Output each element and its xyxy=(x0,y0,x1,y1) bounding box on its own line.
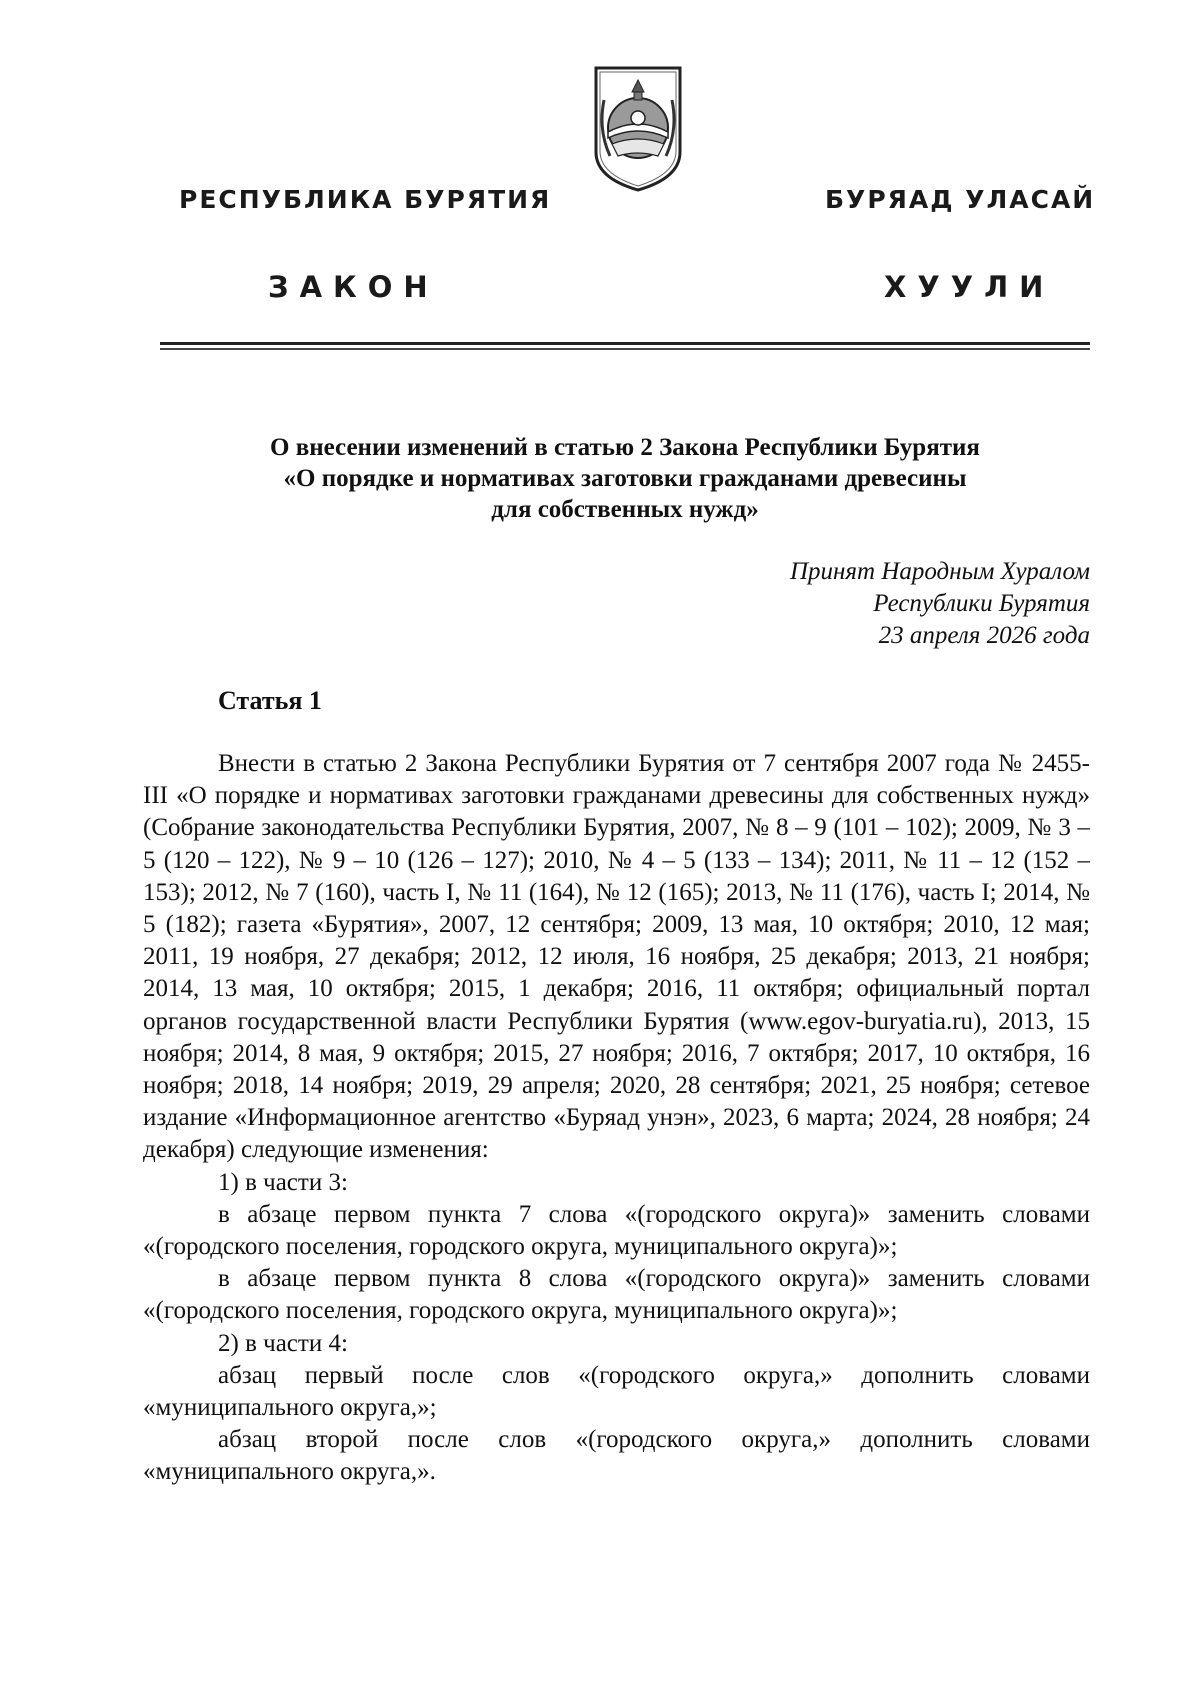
adoption-note xyxy=(620,556,1090,652)
article-body xyxy=(143,748,1090,1489)
republic-name-russian: РЕСПУБЛИКА БУРЯТИЯ xyxy=(179,185,552,214)
law-title xyxy=(160,432,1090,525)
article-paragraph: Внести в статью 2 Закона Республики Бурятия от 7 сентября 2007 года № 2455-III «О порядке и нормативах заготовки гражданами древесины для собственных нужд» (Собрание законодательства Республики Бурятия, 2007, № 8 – 9 (101 – 102); 2009, № 3 – 5 (120 – 122), № 9 – 10 (126 – 127); 2010, № 4 – 5 (133 – 134); 2011, № 11 – 12 (152 – 153); 2012, № 7 (160), часть I, № 11 (164), № 12 (165); 2013, № 11 (176), часть I; 2014, № 5 (182); газета «Бурятия», 2007, 12 сентября; 2009, 13 мая, 10 октября; 2010, 12 мая; 2011, 19 ноября, 27 декабря; 2012, 12 июля, 16 ноября, 25 декабря; 2013, 21 ноября; 2014, 13 мая, 10 октября; 2015, 1 декабря; 2016, 11 октября; официальный портал органов государственной власти Республики Бурятия (www.egov-buryatia.ru), 2013, 15 ноября; 2014, 8 мая, 9 октября; 2015, 27 ноября; 2016, 7 октября; 2017, 10 октября, 16 ноября; 2018, 14 ноября; 2019, 29 апреля; 2020, 28 сентября; 2021, 25 ноября; сетевое издание «Информационное агентство «Буряад унэн», 2023, 6 марта; 2024, 28 ноября; 24 декабря) следующие изменения: xyxy=(143,750,1090,1164)
adoption-date: 23 апреля 2026 года xyxy=(878,622,1090,649)
article-paragraph: 2) в части 4: xyxy=(218,1329,348,1357)
article-paragraph: абзац первый после слов «(городского округа,» дополнить словами «муниципального округа,»; xyxy=(143,1361,1090,1422)
header-divider-thick xyxy=(160,342,1090,345)
adoption-line: Принят Народным Хуралом xyxy=(789,558,1090,585)
article-paragraph: абзац второй после слов «(городского округа,» дополнить словами «муниципального округа,». xyxy=(143,1426,1090,1486)
article-heading: Статья 1 xyxy=(218,686,322,715)
law-title-line: О внесении изменений в статью 2 Закона Республики Бурятия xyxy=(270,434,980,461)
law-label-buryat: ХУУЛИ xyxy=(884,270,1055,304)
article-paragraph: в абзаце первом пункта 7 слова «(городского округа)» заменить словами «(городского поселения, городского округа, муниципального округа)»; xyxy=(143,1200,1090,1261)
republic-name-buryat: БУРЯАД УЛАСАЙ xyxy=(825,185,1096,214)
article-paragraph: в абзаце первом пункта 8 слова «(городского округа)» заменить словами «(городского поселения, городского округа, муниципального округа)»; xyxy=(143,1265,1090,1325)
adoption-line: Республики Бурятия xyxy=(873,590,1090,617)
coat-of-arms-icon xyxy=(588,60,688,195)
header-divider-thin xyxy=(160,348,1090,350)
law-title-line: для собственных нужд» xyxy=(491,496,759,523)
article-paragraph: 1) в части 3: xyxy=(218,1168,348,1196)
law-label-russian: ЗАКОН xyxy=(268,270,439,304)
law-title-line: «О порядке и нормативах заготовки гражданами древесины xyxy=(283,465,967,492)
